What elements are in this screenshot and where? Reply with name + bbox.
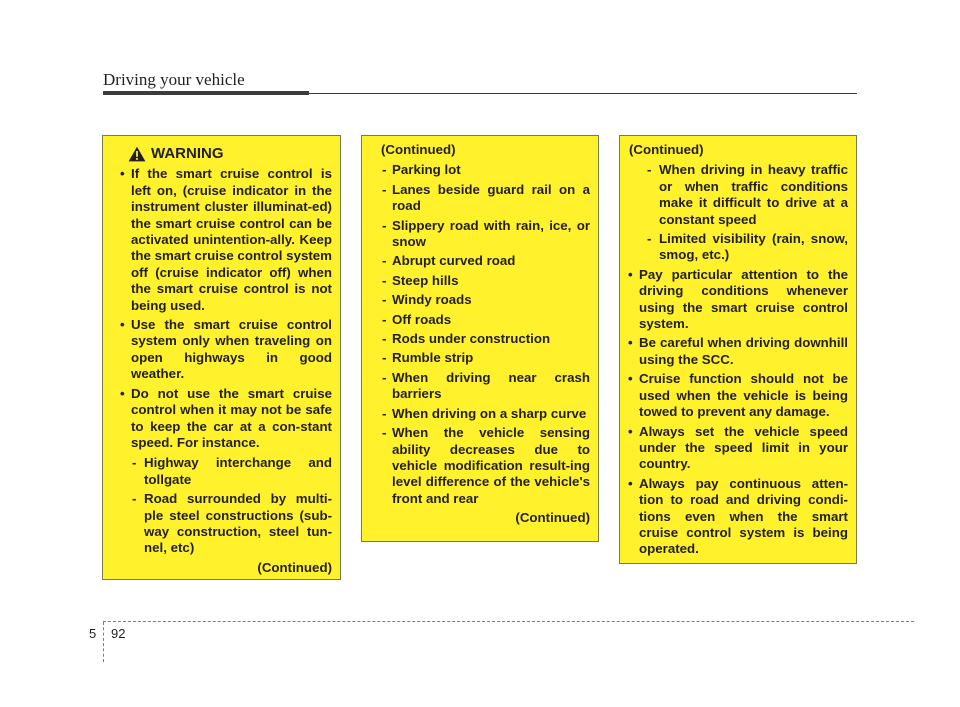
dash-item: - Abrupt curved road — [371, 253, 590, 269]
dash-list — [628, 162, 848, 263]
bullet-list — [628, 267, 848, 558]
bullet-item: • Always set the vehicle speed under the speed limit in your country. — [628, 424, 848, 473]
dash-item: - Highway interchange and tollgate — [120, 455, 332, 488]
warning-heading — [120, 146, 332, 162]
bullet-text: Do not use the smart cruise control when it may not be safe to keep the car at a con-stant speed. For instance. — [131, 385, 332, 450]
warning-triangle-icon — [128, 146, 146, 162]
dash-item: - Rumble strip — [371, 350, 590, 366]
continued-label: (Continued) — [257, 559, 332, 575]
warning-box — [102, 135, 341, 580]
continued-label: (Continued) — [381, 142, 456, 157]
dash-item: - Slippery road with rain, ice, or snow — [371, 218, 590, 251]
bullet-item: • Always pay continuous atten-tion to road and driving condi-tions even when the smart cruise control system is being operated. — [628, 476, 848, 558]
bullet-item — [120, 386, 332, 557]
dash-list — [120, 455, 332, 556]
dash-item: - Road surrounded by multi-ple steel constructions (sub-way construction, steel tun-nel, etc) — [120, 491, 332, 557]
bullet-item: • Cruise function should not be used when the vehicle is being towed to prevent any damage. — [628, 371, 848, 420]
bullet-item: • Pay particular attention to the driving conditions whenever using the smart cruise control system. — [628, 267, 848, 333]
dash-item: - Limited visibility (rain, snow, smog, etc.) — [628, 231, 848, 264]
dash-item: - When driving on a sharp curve — [371, 406, 590, 422]
dash-item: - When driving near crash barriers — [371, 370, 590, 403]
dash-item: - Parking lot — [371, 162, 590, 178]
continued-label: (Continued) — [515, 510, 590, 526]
footer-rule — [103, 621, 914, 622]
bullet-item: • Be careful when driving downhill using the SCC. — [628, 335, 848, 368]
continued-label: (Continued) — [629, 142, 704, 157]
dash-item: - Steep hills — [371, 273, 590, 289]
warning-title: WARNING — [151, 145, 224, 162]
bullet-item: • Use the smart cruise control system only when traveling on open highways in good weather. — [120, 317, 332, 383]
dash-item: - Off roads — [371, 312, 590, 328]
dash-item: - Rods under construction — [371, 331, 590, 347]
section-title: Driving your vehicle — [103, 70, 245, 89]
continued-box-3 — [619, 135, 857, 564]
dash-item: - When the vehicle sensing ability decreases due to vehicle modification result-ing level difference of the vehicle's front and rear — [371, 425, 590, 507]
dash-item: - Lanes beside guard rail on a road — [371, 182, 590, 215]
header-rule-thin — [309, 93, 857, 94]
warning-bullet-list — [120, 166, 332, 556]
footer-divider — [103, 622, 104, 662]
page-number: 92 — [111, 626, 126, 641]
continued-box-2 — [361, 135, 599, 542]
chapter-number: 5 — [89, 626, 97, 641]
bullet-item: • If the smart cruise control is left on, (cruise indicator in the instrument cluster illuminat-ed) the smart cruise control can be activated unintention-ally. Keep the smart cruise control system off (cruise indicator off) when the smart cruise control is not being used. — [120, 166, 332, 314]
dash-item: - Windy roads — [371, 292, 590, 308]
dash-list — [371, 162, 590, 507]
header-rule-thick — [103, 91, 309, 95]
dash-item: - When driving in heavy traffic or when traffic conditions make it difficult to drive at a constant speed — [628, 162, 848, 228]
